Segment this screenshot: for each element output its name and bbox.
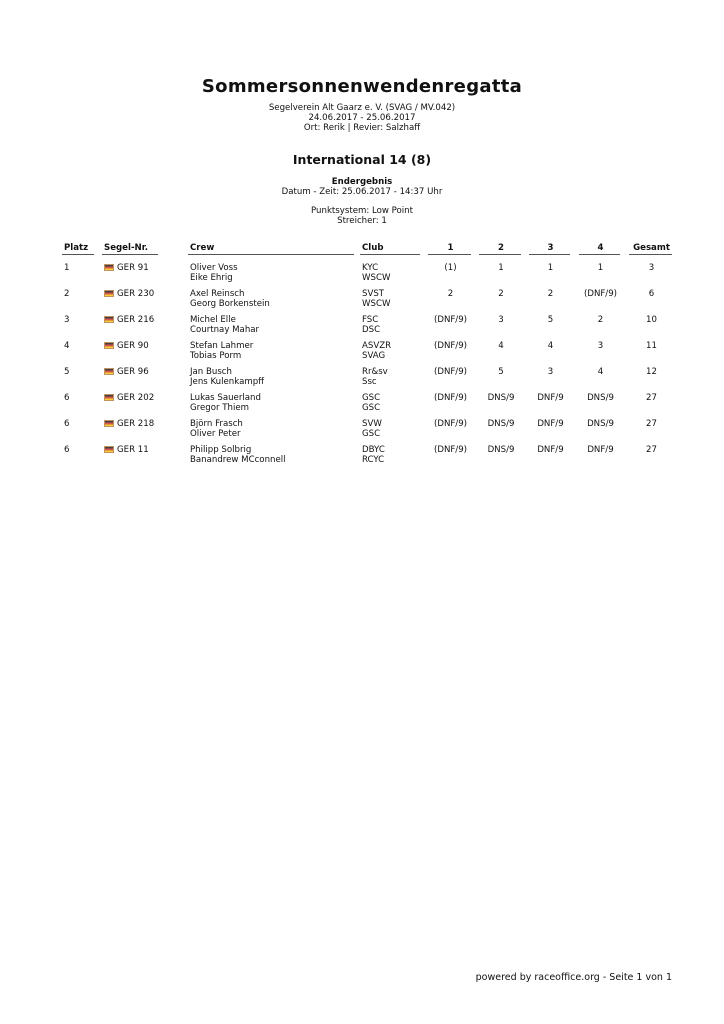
race-4-score: 1 xyxy=(597,263,604,273)
col-header-total: Gesamt xyxy=(629,242,672,255)
race-2-score: 1 xyxy=(498,263,504,273)
col-header-race-1: 1 xyxy=(428,242,471,255)
race-1-cell xyxy=(428,335,471,361)
race-4-score: 3 xyxy=(597,341,604,351)
result-type: Endergebnis xyxy=(331,177,393,187)
total-score: 12 xyxy=(646,367,657,377)
helm-club: GSC xyxy=(362,393,381,403)
total-cell xyxy=(629,361,672,387)
place-value: 5 xyxy=(64,367,70,377)
total-score: 27 xyxy=(646,393,657,403)
helm-name: Jan Busch xyxy=(190,367,232,377)
club-cell xyxy=(360,387,420,413)
race-1-score: (1) xyxy=(444,263,457,273)
sail-number: GER 218 xyxy=(117,419,155,429)
crew-cell xyxy=(188,413,354,439)
sail-cell xyxy=(102,255,158,284)
germany-flag-icon xyxy=(104,446,114,453)
organizer-line: Segelverein Alt Gaarz e. V. (SVAG / MV.042) xyxy=(268,103,456,113)
crew-name: Oliver Peter xyxy=(190,429,241,439)
helm-club: SVST xyxy=(362,289,385,299)
germany-flag-icon xyxy=(104,316,114,323)
crew-club: WSCW xyxy=(362,273,391,283)
race-3-cell xyxy=(529,413,570,439)
sail-number: GER 230 xyxy=(117,289,155,299)
crew-cell xyxy=(188,361,354,387)
total-cell xyxy=(629,255,672,284)
total-score: 6 xyxy=(648,289,655,299)
helm-name: Lukas Sauerland xyxy=(190,393,261,403)
place-value: 6 xyxy=(64,419,70,429)
crew-club: RCYC xyxy=(362,455,385,465)
table-row xyxy=(62,387,672,413)
total-cell xyxy=(629,413,672,439)
total-cell xyxy=(629,439,672,465)
crew-club: SVAG xyxy=(362,351,386,361)
race-3-score: 1 xyxy=(547,263,554,273)
total-cell xyxy=(629,335,672,361)
table-row xyxy=(62,309,672,335)
place-cell xyxy=(62,439,94,465)
table-row xyxy=(62,335,672,361)
helm-name: Michel Elle xyxy=(190,315,236,325)
race-1-cell xyxy=(428,413,471,439)
helm-club: KYC xyxy=(362,263,379,273)
class-title: International 14 (8) xyxy=(292,152,432,167)
race-3-score: DNF/9 xyxy=(537,445,564,455)
germany-flag-icon xyxy=(104,264,114,271)
place-cell xyxy=(62,413,94,439)
col-header-crew: Crew xyxy=(188,242,354,255)
sail-number: GER 11 xyxy=(117,445,149,455)
sail-number: GER 96 xyxy=(117,367,149,377)
crew-name: Jens Kulenkampff xyxy=(190,377,265,387)
results-table xyxy=(62,242,672,465)
race-3-cell xyxy=(529,387,570,413)
race-2-score: 3 xyxy=(498,315,504,325)
germany-flag-icon xyxy=(104,394,114,401)
race-3-score: 5 xyxy=(547,315,554,325)
place-cell xyxy=(62,283,94,309)
sail-number: GER 90 xyxy=(117,341,149,351)
col-header-sail: Segel-Nr. xyxy=(102,242,158,255)
helm-name: Björn Frasch xyxy=(190,419,243,429)
col-header-club: Club xyxy=(360,242,420,255)
race-3-cell xyxy=(529,335,570,361)
crew-name: Banandrew MCconnell xyxy=(190,455,286,465)
crew-cell xyxy=(188,439,354,465)
race-2-cell xyxy=(479,361,521,387)
sail-cell xyxy=(102,309,158,335)
race-3-cell xyxy=(529,255,570,284)
total-score: 10 xyxy=(646,315,657,325)
place-value: 2 xyxy=(64,289,70,299)
race-4-score: 2 xyxy=(597,315,604,325)
col-header-place: Platz xyxy=(62,242,94,255)
race-4-score: 4 xyxy=(597,367,604,377)
race-1-score: (DNF/9) xyxy=(433,445,468,455)
race-2-score: 4 xyxy=(498,341,504,351)
race-1-score: (DNF/9) xyxy=(433,419,468,429)
crew-club: GSC xyxy=(362,429,381,439)
race-4-score: (DNF/9) xyxy=(583,289,618,299)
place-value: 4 xyxy=(64,341,70,351)
crew-club: Ssc xyxy=(362,377,377,387)
race-1-score: (DNF/9) xyxy=(433,393,468,403)
race-4-cell xyxy=(579,387,620,413)
place-cell xyxy=(62,387,94,413)
crew-cell xyxy=(188,387,354,413)
race-4-score: DNS/9 xyxy=(587,419,614,429)
race-1-cell xyxy=(428,283,471,309)
race-2-cell xyxy=(479,255,521,284)
race-2-cell xyxy=(479,335,521,361)
germany-flag-icon xyxy=(104,368,114,375)
sail-cell xyxy=(102,387,158,413)
place-value: 1 xyxy=(64,263,70,273)
race-4-cell xyxy=(579,361,620,387)
race-3-cell xyxy=(529,439,570,465)
helm-name: Stefan Lahmer xyxy=(190,341,254,351)
germany-flag-icon xyxy=(104,420,114,427)
race-2-cell xyxy=(479,413,521,439)
race-2-score: DNS/9 xyxy=(487,445,515,455)
table-header-row xyxy=(62,242,672,255)
scoring-system: Punktsystem: Low Point xyxy=(311,206,413,216)
total-score: 3 xyxy=(648,263,655,273)
helm-club: Rr&sv xyxy=(362,367,388,377)
place-value: 6 xyxy=(64,393,70,403)
race-4-score: DNF/9 xyxy=(587,445,614,455)
club-cell xyxy=(360,309,420,335)
club-cell xyxy=(360,255,420,284)
crew-name: Tobias Porm xyxy=(190,351,242,361)
race-3-score: 2 xyxy=(547,289,554,299)
total-score: 27 xyxy=(646,445,657,455)
race-2-cell xyxy=(479,439,521,465)
club-cell xyxy=(360,413,420,439)
race-3-score: 4 xyxy=(547,341,554,351)
sail-number: GER 202 xyxy=(117,393,155,403)
total-cell xyxy=(629,283,672,309)
race-1-score: (DNF/9) xyxy=(433,315,468,325)
crew-name: Gregor Thiem xyxy=(190,403,250,413)
place-value: 3 xyxy=(64,315,70,325)
sail-number: GER 216 xyxy=(117,315,155,325)
race-4-cell xyxy=(579,335,620,361)
dates-line: 24.06.2017 - 25.06.2017 xyxy=(308,113,416,123)
helm-name: Axel Reinsch xyxy=(190,289,245,299)
sail-cell xyxy=(102,335,158,361)
sail-number: GER 91 xyxy=(117,263,149,273)
place-cell xyxy=(62,309,94,335)
table-row xyxy=(62,413,672,439)
race-4-score: DNS/9 xyxy=(587,393,614,403)
discards: Streicher: 1 xyxy=(337,216,387,226)
race-1-score: 2 xyxy=(447,289,454,299)
place-value: 6 xyxy=(64,445,70,455)
sail-cell xyxy=(102,361,158,387)
race-1-cell xyxy=(428,361,471,387)
race-2-cell xyxy=(479,309,521,335)
crew-cell xyxy=(188,255,354,284)
helm-club: SVW xyxy=(362,419,382,429)
col-header-race-3: 3 xyxy=(529,242,570,255)
race-2-score: 2 xyxy=(498,289,504,299)
helm-club: DBYC xyxy=(362,445,385,455)
page-footer: powered by raceoffice.org - Seite 1 von 1 xyxy=(475,972,672,983)
crew-cell xyxy=(188,283,354,309)
club-cell xyxy=(360,335,420,361)
race-3-cell xyxy=(529,309,570,335)
race-3-score: 3 xyxy=(547,367,554,377)
crew-club: GSC xyxy=(362,403,381,413)
club-cell xyxy=(360,361,420,387)
crew-name: Georg Borkenstein xyxy=(190,299,270,309)
place-cell xyxy=(62,335,94,361)
race-4-cell xyxy=(579,255,620,284)
race-1-cell xyxy=(428,387,471,413)
crew-cell xyxy=(188,335,354,361)
club-cell xyxy=(360,283,420,309)
total-cell xyxy=(629,309,672,335)
helm-club: FSC xyxy=(362,315,379,325)
sail-cell xyxy=(102,439,158,465)
table-row xyxy=(62,361,672,387)
race-3-score: DNF/9 xyxy=(537,419,564,429)
race-3-cell xyxy=(529,283,570,309)
germany-flag-icon xyxy=(104,342,114,349)
race-2-cell xyxy=(479,283,521,309)
total-score: 27 xyxy=(646,419,657,429)
race-1-cell xyxy=(428,439,471,465)
crew-club: WSCW xyxy=(362,299,391,309)
sail-cell xyxy=(102,283,158,309)
race-2-cell xyxy=(479,387,521,413)
race-3-score: DNF/9 xyxy=(537,393,564,403)
table-row xyxy=(62,439,672,465)
race-2-score: DNS/9 xyxy=(487,419,515,429)
result-datetime: Datum - Zeit: 25.06.2017 - 14:37 Uhr xyxy=(281,187,443,197)
place-cell xyxy=(62,361,94,387)
total-score: 11 xyxy=(646,341,657,351)
germany-flag-icon xyxy=(104,290,114,297)
crew-club: DSC xyxy=(362,325,381,335)
helm-club: ASVZR xyxy=(362,341,392,351)
crew-cell xyxy=(188,309,354,335)
helm-name: Oliver Voss xyxy=(190,263,238,273)
table-row xyxy=(62,255,672,284)
race-4-cell xyxy=(579,309,620,335)
crew-name: Eike Ehrig xyxy=(190,273,233,283)
crew-name: Courtnay Mahar xyxy=(190,325,260,335)
race-4-cell xyxy=(579,413,620,439)
col-header-race-4: 4 xyxy=(579,242,620,255)
location-line: Ort: Rerik | Revier: Salzhaff xyxy=(303,123,421,133)
race-1-score: (DNF/9) xyxy=(433,341,468,351)
helm-name: Philipp Solbrig xyxy=(190,445,252,455)
race-3-cell xyxy=(529,361,570,387)
race-2-score: 5 xyxy=(498,367,504,377)
table-row xyxy=(62,283,672,309)
club-cell xyxy=(360,439,420,465)
race-4-cell xyxy=(579,439,620,465)
race-1-score: (DNF/9) xyxy=(433,367,468,377)
regatta-title: Sommersonnenwendenregatta xyxy=(201,76,523,97)
race-1-cell xyxy=(428,309,471,335)
sail-cell xyxy=(102,413,158,439)
race-4-cell xyxy=(579,283,620,309)
race-2-score: DNS/9 xyxy=(487,393,515,403)
col-header-race-2: 2 xyxy=(479,242,521,255)
place-cell xyxy=(62,255,94,284)
race-1-cell xyxy=(428,255,471,284)
total-cell xyxy=(629,387,672,413)
